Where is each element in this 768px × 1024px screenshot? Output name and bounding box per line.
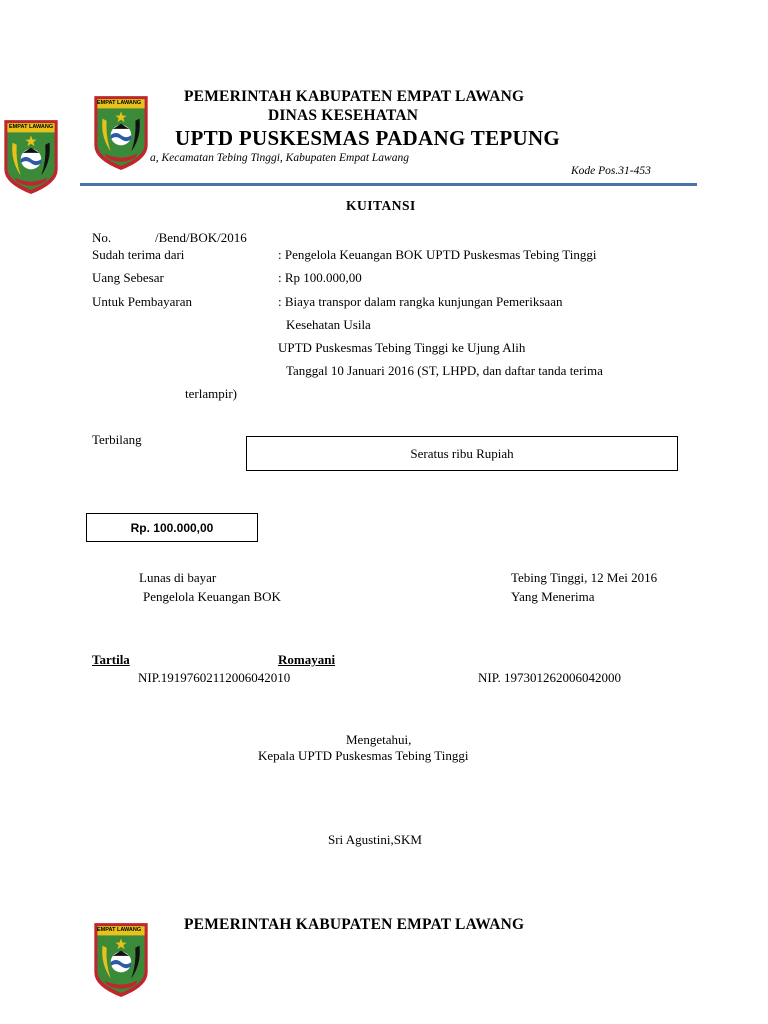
purpose-label: Untuk Pembayaran bbox=[92, 294, 193, 309]
header-divider bbox=[80, 183, 697, 186]
letterhead-postal: Kode Pos.31-453 bbox=[571, 165, 651, 177]
treasurer-title: Pengelola Keuangan BOK bbox=[143, 589, 281, 604]
purpose-line4: Tanggal 10 Januari 2016 (ST, LHPD, dan daftar tanda terima bbox=[286, 363, 603, 378]
spelled-amount-text: Seratus ribu Rupiah bbox=[410, 445, 514, 461]
receiver-name: Romayani bbox=[278, 652, 336, 667]
document-title: KUITANSI bbox=[346, 198, 416, 213]
total-amount-box bbox=[86, 513, 258, 542]
emblem-label: EMPAT LAWANG bbox=[97, 100, 142, 106]
next-page-letterhead-line1: PEMERINTAH KABUPATEN EMPAT LAWANG bbox=[184, 916, 525, 933]
emblem-label-bottom: EMPAT LAWANG bbox=[97, 927, 142, 933]
purpose-line5: terlampir) bbox=[185, 386, 237, 401]
purpose-line2: Kesehatan Usila bbox=[286, 317, 371, 332]
spelled-label: Terbilang bbox=[92, 432, 142, 447]
purpose-line3: UPTD Puskesmas Tebing Tinggi ke Ujung Alih bbox=[278, 340, 526, 355]
emblem-label-left: EMPAT LAWANG bbox=[9, 124, 54, 130]
paid-label: Lunas di bayar bbox=[139, 570, 217, 585]
receiver-title: Yang Menerima bbox=[511, 589, 595, 604]
no-value: /Bend/BOK/2016 bbox=[155, 230, 247, 245]
place-date: Tebing Tinggi, 12 Mei 2016 bbox=[511, 570, 658, 585]
letterhead-line2: DINAS KESEHATAN bbox=[268, 107, 419, 124]
total-amount-text: Rp. 100.000,00 bbox=[130, 520, 214, 535]
head-name: Sri Agustini,SKM bbox=[328, 832, 422, 847]
receiver-nip: NIP. 197301262006042000 bbox=[478, 670, 622, 685]
from-label: Sudah terima dari bbox=[92, 247, 185, 262]
amount-value: : Rp 100.000,00 bbox=[278, 270, 362, 285]
from-value: : Pengelola Keuangan BOK UPTD Puskesmas Tebing Tinggi bbox=[278, 247, 597, 262]
acknowledged-label: Mengetahui, bbox=[346, 732, 412, 747]
treasurer-nip: NIP.19197602112006042010 bbox=[138, 670, 291, 685]
head-title: Kepala UPTD Puskesmas Tebing Tinggi bbox=[258, 748, 469, 763]
letterhead-address: a, Kecamatan Tebing Tinggi, Kabupaten Empat Lawang bbox=[150, 152, 409, 164]
no-label: No. bbox=[92, 230, 112, 245]
letterhead-line3: UPTD PUSKESMAS PADANG TEPUNG bbox=[175, 126, 561, 150]
spelled-amount-box bbox=[246, 436, 678, 471]
letterhead-line1: PEMERINTAH KABUPATEN EMPAT LAWANG bbox=[184, 88, 525, 105]
treasurer-name: Tartila bbox=[92, 652, 130, 667]
amount-label: Uang Sebesar bbox=[92, 270, 164, 285]
purpose-line1: : Biaya transpor dalam rangka kunjungan Pemeriksaan bbox=[278, 294, 563, 309]
